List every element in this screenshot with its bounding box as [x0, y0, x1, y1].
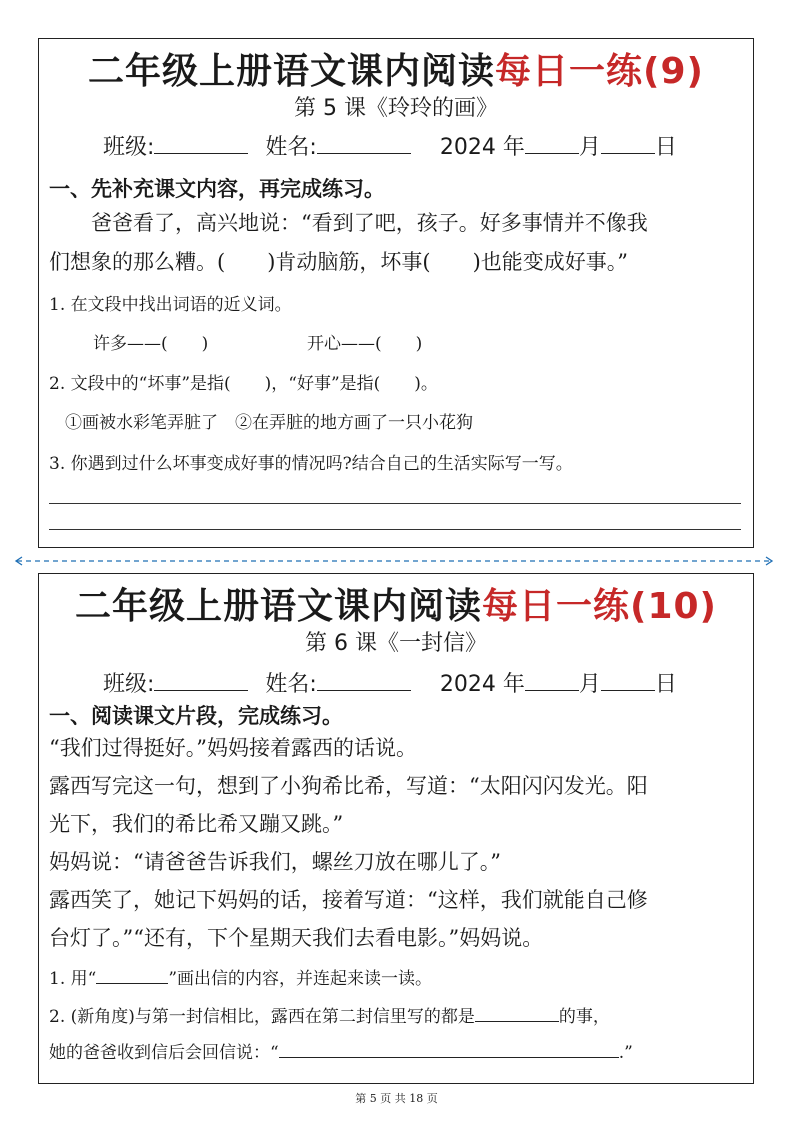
underline-sample: [96, 969, 168, 984]
passage-line: 台灯了。”“还有，下个星期天我们去看电影。”妈妈说。: [49, 926, 544, 950]
title-highlight: 每日一练(9): [495, 51, 704, 92]
month-blank[interactable]: [525, 672, 579, 691]
question-2: 2. 文段中的“坏事”是指( )，“好事”是指( )。: [49, 374, 438, 394]
class-blank[interactable]: [154, 135, 248, 154]
synonym-item-2: 开心——( ): [307, 334, 423, 354]
answer-line[interactable]: [49, 503, 741, 504]
year-label: 2024 年: [439, 135, 525, 160]
section-heading: 一、阅读课文片段，完成练习。: [49, 703, 343, 728]
student-info-row: [103, 130, 677, 161]
passage-line: 们想象的那么糟。( )肯动脑筋，坏事( )也能变成好事。”: [49, 250, 629, 274]
student-info-row: [103, 667, 677, 698]
passage-line: 露西写完这一句，想到了小狗希比希，写道：“太阳闪闪发光。阳: [49, 774, 648, 798]
title-highlight: 每日一练(10): [482, 586, 718, 627]
title-main: 二年级上册语文课内阅读: [88, 51, 496, 92]
synonym-item-1: 许多——( ): [93, 334, 209, 354]
question-2-line2: 她的爸爸收到信后会回信说：“ .”: [49, 1043, 633, 1063]
answer-line[interactable]: [49, 529, 741, 530]
class-blank[interactable]: [154, 672, 248, 691]
exercise-title: [39, 578, 753, 629]
month-label: 月: [578, 135, 601, 160]
lesson-title: 第 5 课《玲玲的画》: [294, 96, 498, 121]
day-label: 日: [654, 135, 677, 160]
day-blank[interactable]: [601, 135, 655, 154]
question-2-options: ①画被水彩笔弄脏了 ②在弄脏的地方画了一只小花狗: [65, 413, 473, 433]
month-label: 月: [578, 672, 601, 697]
page-footer: 第 5 页 共 18 页: [355, 1092, 438, 1105]
lesson-title: 第 6 课《一封信》: [305, 631, 487, 656]
title-main: 二年级上册语文课内阅读: [74, 586, 482, 627]
day-label: 日: [654, 672, 677, 697]
name-blank[interactable]: [317, 672, 411, 691]
class-label: 班级:: [103, 672, 155, 697]
exercise-card-10: [38, 573, 754, 1084]
year-label: 2024 年: [439, 672, 525, 697]
question-3: 3. 你遇到过什么坏事变成好事的情况吗?结合自己的生活实际写一写。: [49, 454, 573, 474]
passage-line: “我们过得挺好。”妈妈接着露西的话说。: [49, 736, 417, 760]
passage-line: 爸爸看了，高兴地说：“看到了吧，孩子。好多事情并不像我: [91, 211, 648, 235]
passage-line: 露西笑了，她记下妈妈的话，接着写道：“这样，我们就能自己修: [49, 888, 648, 912]
question-1: 1. 在文段中找出词语的近义词。: [49, 295, 292, 315]
passage-line: 妈妈说：“请爸爸告诉我们，螺丝刀放在哪儿了。”: [49, 850, 501, 874]
answer-blank[interactable]: [475, 1007, 559, 1022]
section-heading: 一、先补充课文内容，再完成练习。: [49, 176, 385, 201]
passage-line: 光下，我们的希比希又蹦又跳。”: [49, 812, 344, 836]
question-1: 1. 用“ ”画出信的内容，并连起来读一读。: [49, 969, 433, 989]
exercise-title: [39, 43, 753, 94]
name-blank[interactable]: [317, 135, 411, 154]
cut-divider: [14, 556, 774, 566]
class-label: 班级:: [103, 135, 155, 160]
name-label: 姓名:: [265, 672, 317, 697]
day-blank[interactable]: [601, 672, 655, 691]
month-blank[interactable]: [525, 135, 579, 154]
answer-blank[interactable]: [279, 1043, 619, 1058]
exercise-card-9: [38, 38, 754, 548]
name-label: 姓名:: [265, 135, 317, 160]
question-2: 2. (新角度)与第一封信相比，露西在第二封信里写的都是 的事，: [49, 1007, 610, 1027]
